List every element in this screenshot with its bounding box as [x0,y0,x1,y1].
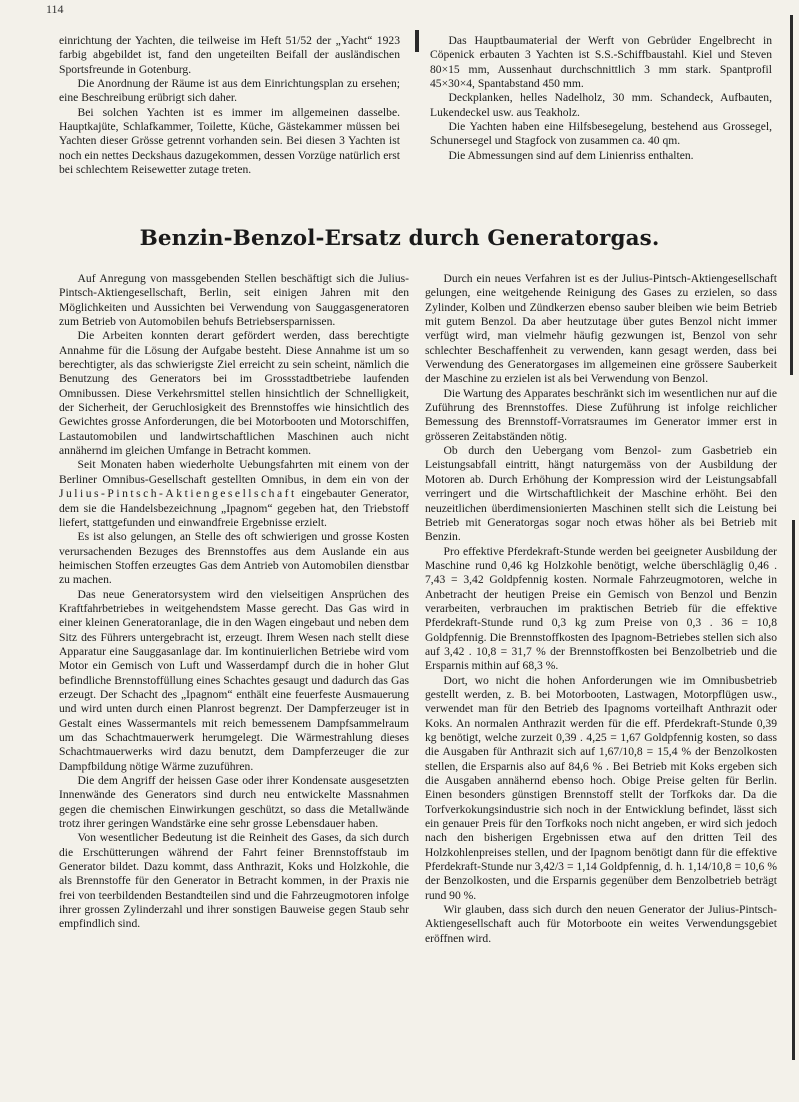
paragraph: Von wesentlicher Bedeutung ist die Reinheit des Gases, da sich durch die Erschütterungen während der Fahrt feiner Brennstoffstaub im Generator bildet. Dazu kommt, dass Anthrazit, Koks und Holzkohle, die als Brennstoffe für den Generator in Betracht kommen, in der Praxis nie frei von teerbildenden Bestandteilen sind und die Fahrzeugmotoren infolge ihrer grossen Zylinderzahl und ihrer sonstigen Bauweise gegen Staub sehr empfindlich sind. [59,831,409,931]
paragraph: Das Hauptbaumaterial der Werft von Gebrüder Engelbrecht in Cöpenick erbauten 3 Yachten ist S.S.-Schiffbaustahl. Kiel und Steven 80×15 mm, Aussenhaut durchschnittlich 3 mm stark. Spantprofil 45×30×4, Spantabstand 450 mm. [430,34,772,91]
paragraph: Deckplanken, helles Nadelholz, 30 mm. Schandeck, Aufbauten, Lukendeckel usw. aus Teakholz. [430,91,772,119]
spaced-company-name: Julius-Pintsch-Aktiengesellschaft [59,487,297,501]
paragraph: Die Arbeiten konnten derart gefördert werden, dass berechtigte Annahme für die Lösung der Aufgabe besteht. Diese Annahme ist um so berechtigter, als das schwierigste Ziel erreicht zu sein scheint, nämlich die Benutzung des Generators bei im Grossstadtbetriebe laufenden Omnibussen. Diese Verkehrsmittel stellen hinsichtlich der Schnelligkeit, der Sicherheit, der Geruchlosigkeit des Brennstoffes wie hinsichtlich des Gewichtes grosse Anforderungen, die bei Motorbooten und Motorschiffen, Lastautomobilen und landwirtschaftlichen Maschinen auch nicht annähernd im gleichen Umfange in Betracht kommen. [59,329,409,458]
paragraph: Dort, wo nicht die hohen Anforderungen wie im Omnibusbetrieb gestellt werden, z. B. bei Motorbooten, Lastwagen, Motorpflügen usw., verwendet man für den Betrieb des Ipagnoms vorteilhaft Anthrazit oder Koks. An normalen Anthrazit werden für die eff. Pferdekraft-Stunde 0,39 kg benötigt, welche zurzeit 0,39 . 4,25 = 1,67 Goldpfennig kosten, so dass die Ausgaben für Anthrazit sich auf 1,67/10,8 = 15,4 % der Benzolkosten stellen, die Ersparnis also auf 84,6 % . Bei Betrieb mit Koks ergeben sich die Ausgaben annähernd ebenso hoch. Obige Preise gelten für Berlin. Einen besonders günstigen Brennstoff stellt der Torfkoks dar. Da die Torfverkokungsindustrie sich noch in der Entwicklung befindet, lässt sich ein genauer Preis für den Torfkoks noch nicht angeben, er wird sich jedoch nach den bisherigen Ergebnissen etwa auf den dritten Teil des Holzkohlenpreises stellen, und der Ipagnom benötigt dann für die effektive Pferdekraft-Stunde nur 3,42/3 = 1,14 Goldpfennig, d. h. 1,14/10,8 = 10,6 % der Benzolkosten, und die Ersparnis gegenüber dem Benzolbetrieb beträgt rund 90 %. [425,673,777,902]
paragraph: Wir glauben, dass sich durch den neuen Generator der Julius-Pintsch-Aktiengesellschaft auch für Motorboote ein weites Verwendungsgebiet eröffnen wird. [425,903,777,945]
paragraph: Durch ein neues Verfahren ist es der Julius-Pintsch-Aktiengesellschaft gelungen, eine weitgehende Reinigung des Gases zu erzielen, so dass Zylinder, Kolben und Zündkerzen ebenso sauber bleiben wie beim Betrieb mit gutem Benzol. Da aber heutzutage über gutes Benzol nicht immer verfügt wird, man vielmehr häufig gezwungen ist, Benzol von sehr schlechter Beschaffenheit zu verwenden, kann gesagt werden, dass bei Verwendung des Generatorgases im allgemeinen eine grössere Sauberkeit der Maschine zu erzielen ist als bei Verwendung von Benzol. [425,272,777,386]
paragraph: Es ist also gelungen, an Stelle des oft schwierigen und grosse Kosten verursachenden Bezuges des Brennstoffes aus dem Auslande ein aus heimischen Stoffen erzeugtes Gas dem Antrieb von Automobilen dienstbar zu machen. [59,530,409,587]
paragraph: Ob durch den Uebergang vom Benzol- zum Gasbetrieb ein Leistungsabfall eintritt, hängt naturgemäss von der Ausbildung der Motoren ab. Durch Erhöhung der Kompression wird der Leistungsabfall verringert und die Wirtschaftlichkeit der Maschine erhöht. Bei den neuzeitlichen überdimensionierten Maschinen stellt sich die Leistung bei Betrieb mit Generatorgas sogar noch etwas höher als bei Betrieb mit Benzin. [425,444,777,544]
paragraph: Die Abmessungen sind auf dem Linienriss enthalten. [448,148,694,162]
paragraph: Die dem Angriff der heissen Gase oder ihrer Kondensate ausgesetzten Innenwände des Generators sind durch neu entwickelte Massnahmen gegen die chemischen Einwirkungen geschützt, so dass die Metallwände trotz ihrer geringen Wandstärke eine sehr grosse Lebensdauer haben. [59,774,409,831]
article2-right-column [425,272,777,946]
paragraph: Pro effektive Pferdekraft-Stunde werden bei geeigneter Ausbildung der Maschine rund 0,46 kg Holzkohle benötigt, welche überschläglig 0,46 . 7,43 = 3,42 Goldpfennig kosten. Normale Fahrzeugmotoren, welche in Anbetracht der heutigen Preise ein Gemisch von Benzol und Benzin verarbeiten, verbrauchen im praktischen Betrieb für die effektive Pferdekraft-Stunde rund 0,3 kg zum Preise von 0,3 . 36 = 10,8 Goldpfennig. Die Brennstoffkosten des Ipagnom-Betriebes stellen sich also auf 3,42 . 10,8 = 31,7 % der Brennstoffkosten bei Benzolbetrieb und die Ersparnis mithin auf 68,3 %. [425,544,777,673]
article1-right-column [430,34,772,163]
scan-edge-mark [790,15,793,375]
scan-edge-mark [792,520,795,1060]
paragraph: Bei solchen Yachten ist es immer im allgemeinen dasselbe. Hauptkajüte, Schlafkammer, Toilette, Küche, Gästekammer müssen bei Yachten dieser Grösse getrennt vorhanden sein. Bei diesen 3 Yachten ist noch ein nettes Deckshaus dazugekommen, dessen Vorzüge natürlich erst bei schlechtem Reisewetter zutage treten. [59,105,400,177]
article1-left-column [59,34,400,177]
paragraph: Das neue Generatorsystem wird den vielseitigen Ansprüchen des Kraftfahrbetriebes in weitgehendstem Masse gerecht. Das Gas wird in einer kleinen Generatoranlage, die in den Wagen eingebaut und neben dem Sitz des Führers untergebracht ist, erzeugt. Ihrem Wesen nach stellt diese Apparatur eine Sauggasanlage dar. Im kontinuierlichen Betriebe wird vom Motor ein Gemisch von Luft und Wasserdampf durch die in hoher Glut befindliche Brennstoffüllung eines Schachtes gesaugt und dadurch das Gas erzeugt. Der Schacht des „Ipagnom“ enthält eine feuerfeste Ausmauerung und wird unten durch einen Planrost begrenzt. Der Dampferzeuger ist in Gestalt eines Wassermantels mit reich bemessenem Dampfsammelraum um das Schachtmauerwerk herumgelegt. Die Wärmestrahlung dieses Schachtmauerwerks wird dazu benutzt, dem Dampferzeuger die zur Dampfbildung nötige Wärme zuzuführen. [59,587,409,773]
article-headline: Benzin-Benzol-Ersatz durch Generatorgas. [139,226,660,251]
scan-edge-mark [415,30,419,52]
article2-left-column [59,272,409,932]
paragraph: Die Yachten haben eine Hilfsbesegelung, bestehend aus Grossegel, Schunersegel und Stagfock von zusammen ca. 40 qm. [430,120,772,148]
text-run: Seit Monaten haben wiederholte Uebungsfahrten mit einem von der Berliner Omnibus-Gesellschaft gestellten Omnibus, in dem ein von der [59,458,409,486]
paragraph: einrichtung der Yachten, die teilweise im Heft 51/52 der „Yacht“ 1923 farbig abgebildet ist, fand den ungeteilten Beifall der ausländischen Sportsfreunde in Gotenburg. [59,34,400,76]
paragraph: Die Wartung des Apparates beschränkt sich im wesentlichen nur auf die Zuführung des Brennstoffes. Diese Zuführung ist infolge reichlicher Bemessung des Brennstoff-Vorratsraumes im Generator immer erst in grösseren Zeitabständen nötig. [425,386,777,443]
text-run: eingebauter Generator, dem sie die Handelsbezeichnung „Ipagnom“ gegeben hat, den Triebstoff liefert, stattgefunden und einwandfreie Ergebnisse erzielt. [59,487,409,529]
paragraph [59,458,409,530]
paragraph: Auf Anregung von massgebenden Stellen beschäftigt sich die Julius-Pintsch-Aktiengesellschaft, Berlin, seit einigen Jahren mit den Möglichkeiten und Aussichten bei Verwendung von Sauggasgeneratoren zum Betrieb von Automobilen behufs Betriebsersparnissen. [59,272,409,329]
page-number: 114 [46,2,64,16]
paragraph: Die Anordnung der Räume ist aus dem Einrichtungsplan zu ersehen; eine Beschreibung erübrigt sich daher. [59,77,400,105]
